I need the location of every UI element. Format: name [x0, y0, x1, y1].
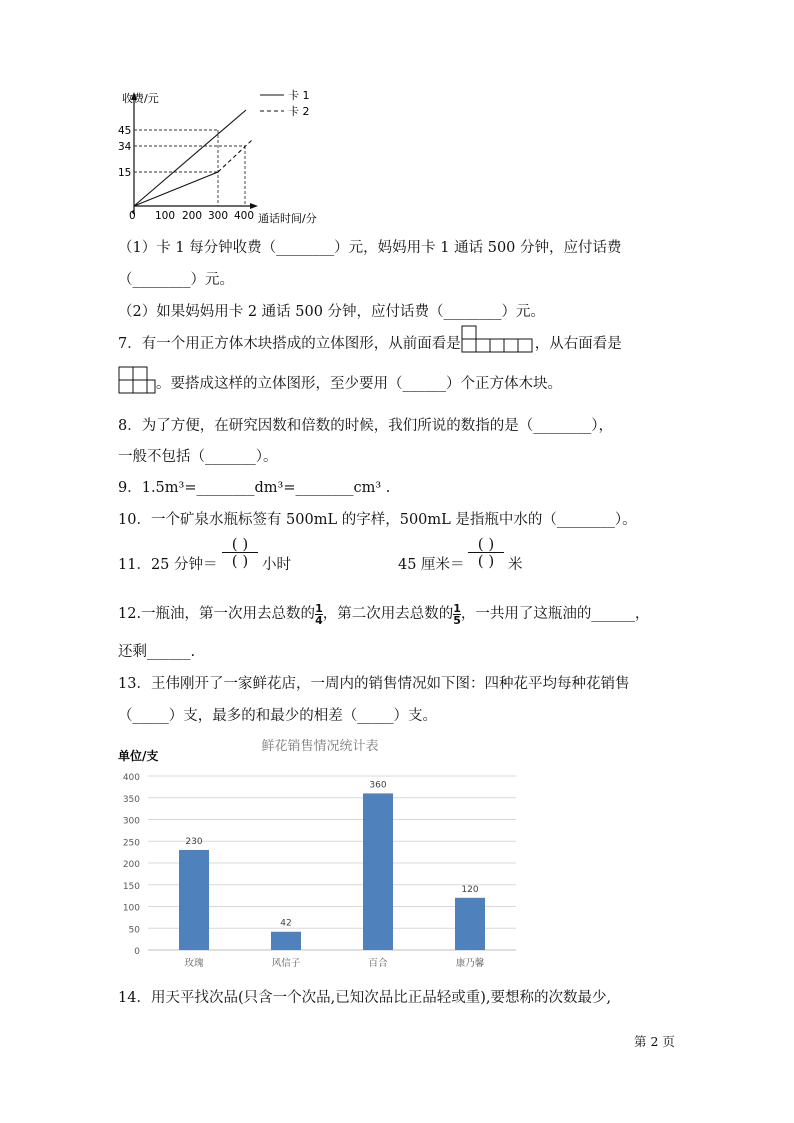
q11-frac1-num: ( ) [231, 535, 249, 553]
x-tick-100: 100 [155, 210, 176, 222]
y-tick-label: 250 [122, 838, 140, 849]
y-tick-label: 300 [122, 816, 140, 827]
y-tick-34: 34 [118, 141, 132, 153]
q7-text-b: ，从右面看是 [534, 336, 622, 352]
x-tick-300: 300 [208, 210, 229, 222]
q11-fraction-1 [222, 536, 258, 569]
y-tick-label: 200 [122, 860, 140, 870]
q13-line2: （_____）支，最多的和最少的相差（_____）支。 [118, 708, 437, 724]
q7-text-c: 。要搭成这样的立体图形，至少要用（______）个正方体木块。 [156, 376, 562, 392]
q12-line2: 还剩______. [118, 644, 196, 660]
legend-card2: 卡 2 [288, 105, 310, 118]
flower-sales-bar-chart [112, 736, 524, 972]
category-label: 风信子 [271, 958, 301, 969]
line-chart [112, 84, 362, 226]
data-label: 120 [461, 884, 479, 895]
q12-frac1-den: 4 [315, 613, 323, 627]
q12-frac2-den: 5 [453, 613, 461, 627]
q13-line1: 13．王伟刚开了一家鲜花店，一周内的销售情况如下图：四种花平均每种花销售 [118, 676, 630, 692]
data-label: 360 [369, 780, 387, 791]
y-tick-45: 45 [118, 125, 132, 137]
y-axis-label: 收费/元 [122, 92, 159, 105]
right-view-figure [118, 366, 156, 394]
q12-fraction-fifth [453, 603, 461, 626]
data-label: 230 [185, 836, 203, 847]
x-axis-label: 通话时间/分 [258, 212, 317, 225]
q9: 9．1.5m³=________dm³=________cm³ . [118, 480, 391, 496]
data-label: 42 [280, 918, 292, 929]
series-card2-line-upper [218, 140, 252, 172]
q11-fraction-2 [468, 536, 504, 569]
q8-line2: 一般不包括（_______）。 [118, 449, 278, 465]
q6-part1-line2: （________）元。 [118, 272, 234, 288]
y-tick-label: 50 [128, 925, 140, 936]
q12-line1 [118, 602, 649, 626]
q11-frac2-num: ( ) [477, 535, 495, 553]
series-card2-line [134, 172, 218, 206]
q12-frac1-num: 1 [315, 601, 323, 615]
category-label: 康乃馨 [455, 958, 485, 969]
q12-text-a: 12.一瓶油，第一次用去总数的 [118, 606, 316, 622]
y-tick-label: 100 [122, 903, 140, 914]
bar-康乃馨 [455, 898, 485, 950]
legend-card1: 卡 1 [288, 89, 310, 102]
x-tick-400: 400 [234, 210, 255, 222]
q14: 14．用天平找次品(只含一个次品,已知次品比正品轻或重),要想称的次数最少, [118, 990, 612, 1006]
q11-second-prefix: 45 厘米＝ [398, 557, 465, 573]
q12-text-b: ，第二次用去总数的 [322, 606, 454, 622]
q12-text-c: ，一共用了这瓶油的______， [460, 606, 650, 622]
q7-line1 [118, 332, 622, 353]
series-card1-line [134, 110, 246, 206]
chart-unit-label: 单位/支 [118, 749, 159, 763]
q11-frac2-den: ( ) [477, 552, 495, 570]
q6-part2: （2）如果妈妈用卡 2 通话 500 分钟，应付话费（________）元。 [118, 304, 546, 320]
x-tick-0: 0 [129, 210, 136, 222]
q10: 10．一个矿泉水瓶标签有 500mL 的字样，500mL 是指瓶中水的（________）。 [118, 512, 637, 528]
page-number: 第 2 页 [634, 1034, 675, 1049]
bar-风信子 [271, 932, 301, 950]
q11-unit-meters: 米 [508, 557, 523, 573]
q7-line2 [118, 372, 562, 394]
q6-part1-line1: （1）卡 1 每分钟收费（________）元，妈妈用卡 1 通话 500 分钟，应付话费 [118, 240, 622, 256]
q7-text-a: 7．有一个用正方体木块搭成的立体图形，从前面看是 [118, 336, 461, 352]
q11-prefix: 11．25 分钟＝ [118, 557, 218, 573]
q8-line1: 8．为了方便，在研究因数和倍数的时候，我们所说的数指的是（________）， [118, 418, 613, 434]
front-view-figure [461, 325, 535, 353]
q11-unit-hours: 小时 [262, 557, 291, 573]
y-tick-label: 350 [122, 794, 140, 805]
y-tick-label: 0 [134, 947, 140, 957]
q12-frac2-num: 1 [453, 601, 461, 615]
q12-fraction-quarter [315, 603, 323, 626]
category-label: 百合 [368, 958, 388, 969]
bar-百合 [363, 793, 393, 950]
category-label: 玫瑰 [184, 958, 204, 969]
y-tick-15: 15 [118, 167, 132, 179]
bar-玫瑰 [179, 850, 209, 950]
q11-frac1-den: ( ) [231, 552, 249, 570]
chart-title: 鲜花销售情况统计表 [261, 739, 379, 754]
y-tick-label: 400 [122, 773, 140, 783]
y-tick-label: 150 [122, 881, 140, 892]
x-tick-200: 200 [182, 210, 203, 222]
